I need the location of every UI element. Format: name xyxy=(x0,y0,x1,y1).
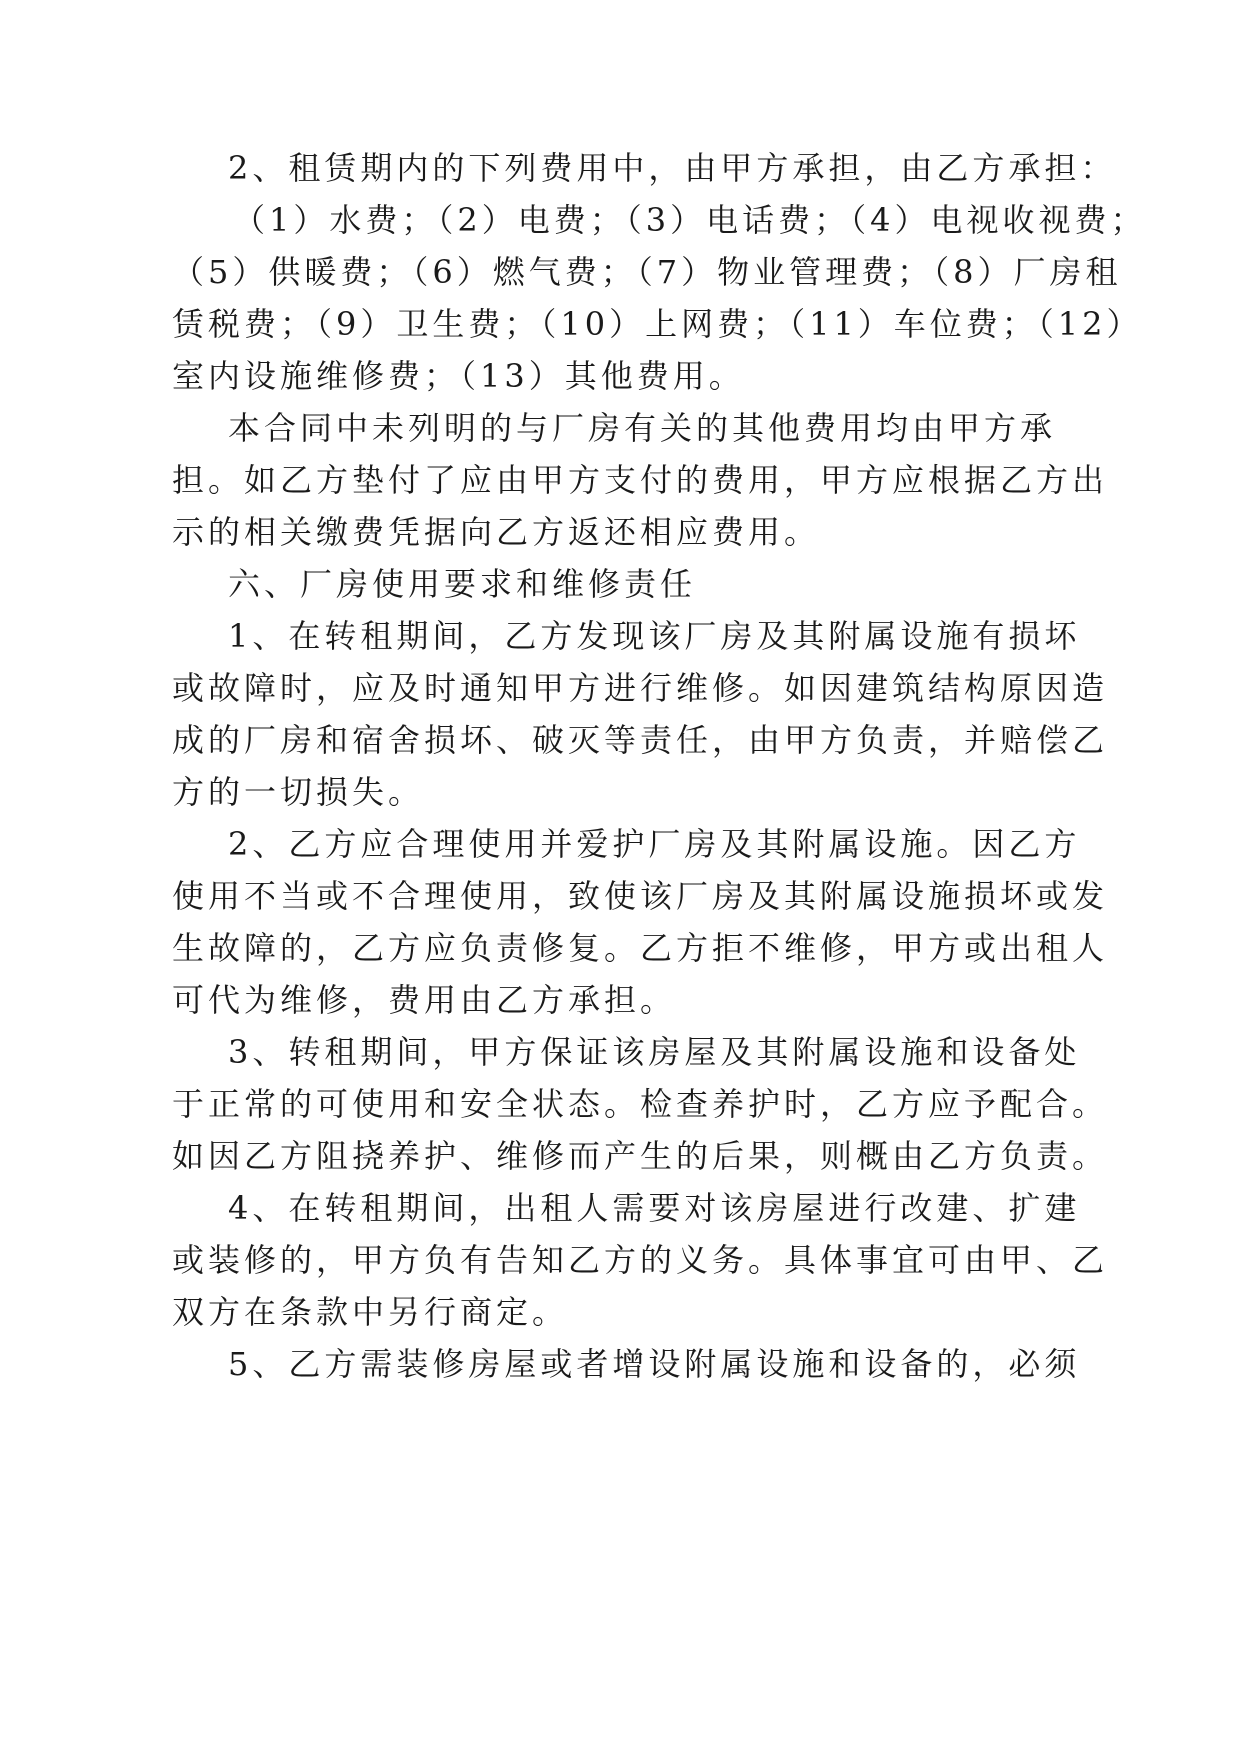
text-line: 2、租赁期内的下列费用中，由甲方承担，由乙方承担： xyxy=(228,149,1117,187)
text-line: 本合同中未列明的与厂房有关的其他费用均由甲方承 xyxy=(228,409,1057,447)
text-line: 2、乙方应合理使用并爱护厂房及其附属设施。因乙方 xyxy=(228,825,1081,863)
section-heading: 六、厂房使用要求和维修责任 xyxy=(228,565,697,603)
text-line: 示的相关缴费凭据向乙方返还相应费用。 xyxy=(172,513,821,551)
text-line: 双方在条款中另行商定。 xyxy=(172,1293,569,1331)
text-line: 于正常的可使用和安全状态。检查养护时，乙方应予配合。 xyxy=(172,1085,1109,1123)
text-line: 赁税费；（9）卫生费；（10）上网费；（11）车位费；（12） xyxy=(172,305,1143,343)
text-line: 使用不当或不合理使用，致使该厂房及其附属设施损坏或发 xyxy=(172,877,1109,915)
text-line: 可代为维修，费用由乙方承担。 xyxy=(172,981,677,1019)
text-line: 3、转租期间，甲方保证该房屋及其附属设施和设备处 xyxy=(228,1033,1081,1071)
text-line: 1、在转租期间，乙方发现该厂房及其附属设施有损坏 xyxy=(228,617,1081,655)
text-line: 室内设施维修费；（13）其他费用。 xyxy=(172,357,745,395)
text-line: 4、在转租期间，出租人需要对该房屋进行改建、扩建 xyxy=(228,1189,1081,1227)
text-line: 生故障的，乙方应负责修复。乙方拒不维修，甲方或出租人 xyxy=(172,929,1109,967)
text-line: 或装修的，甲方负有告知乙方的义务。具体事宜可由甲、乙 xyxy=(172,1241,1109,1279)
text-line: （5）供暖费；（6）燃气费；（7）物业管理费；（8）厂房租 xyxy=(172,253,1122,291)
text-line: 如因乙方阻挠养护、维修而产生的后果，则概由乙方负责。 xyxy=(172,1137,1109,1175)
text-line: （1）水费；（2）电费；（3）电话费；（4）电视收视费； xyxy=(233,201,1147,239)
text-line: 5、乙方需装修房屋或者增设附属设施和设备的，必须 xyxy=(228,1345,1081,1383)
text-line: 成的厂房和宿舍损坏、破灭等责任，由甲方负责，并赔偿乙 xyxy=(172,721,1109,759)
text-line: 担。如乙方垫付了应由甲方支付的费用，甲方应根据乙方出 xyxy=(172,461,1109,499)
text-line: 或故障时，应及时通知甲方进行维修。如因建筑结构原因造 xyxy=(172,669,1109,707)
text-line: 方的一切损失。 xyxy=(172,773,425,811)
